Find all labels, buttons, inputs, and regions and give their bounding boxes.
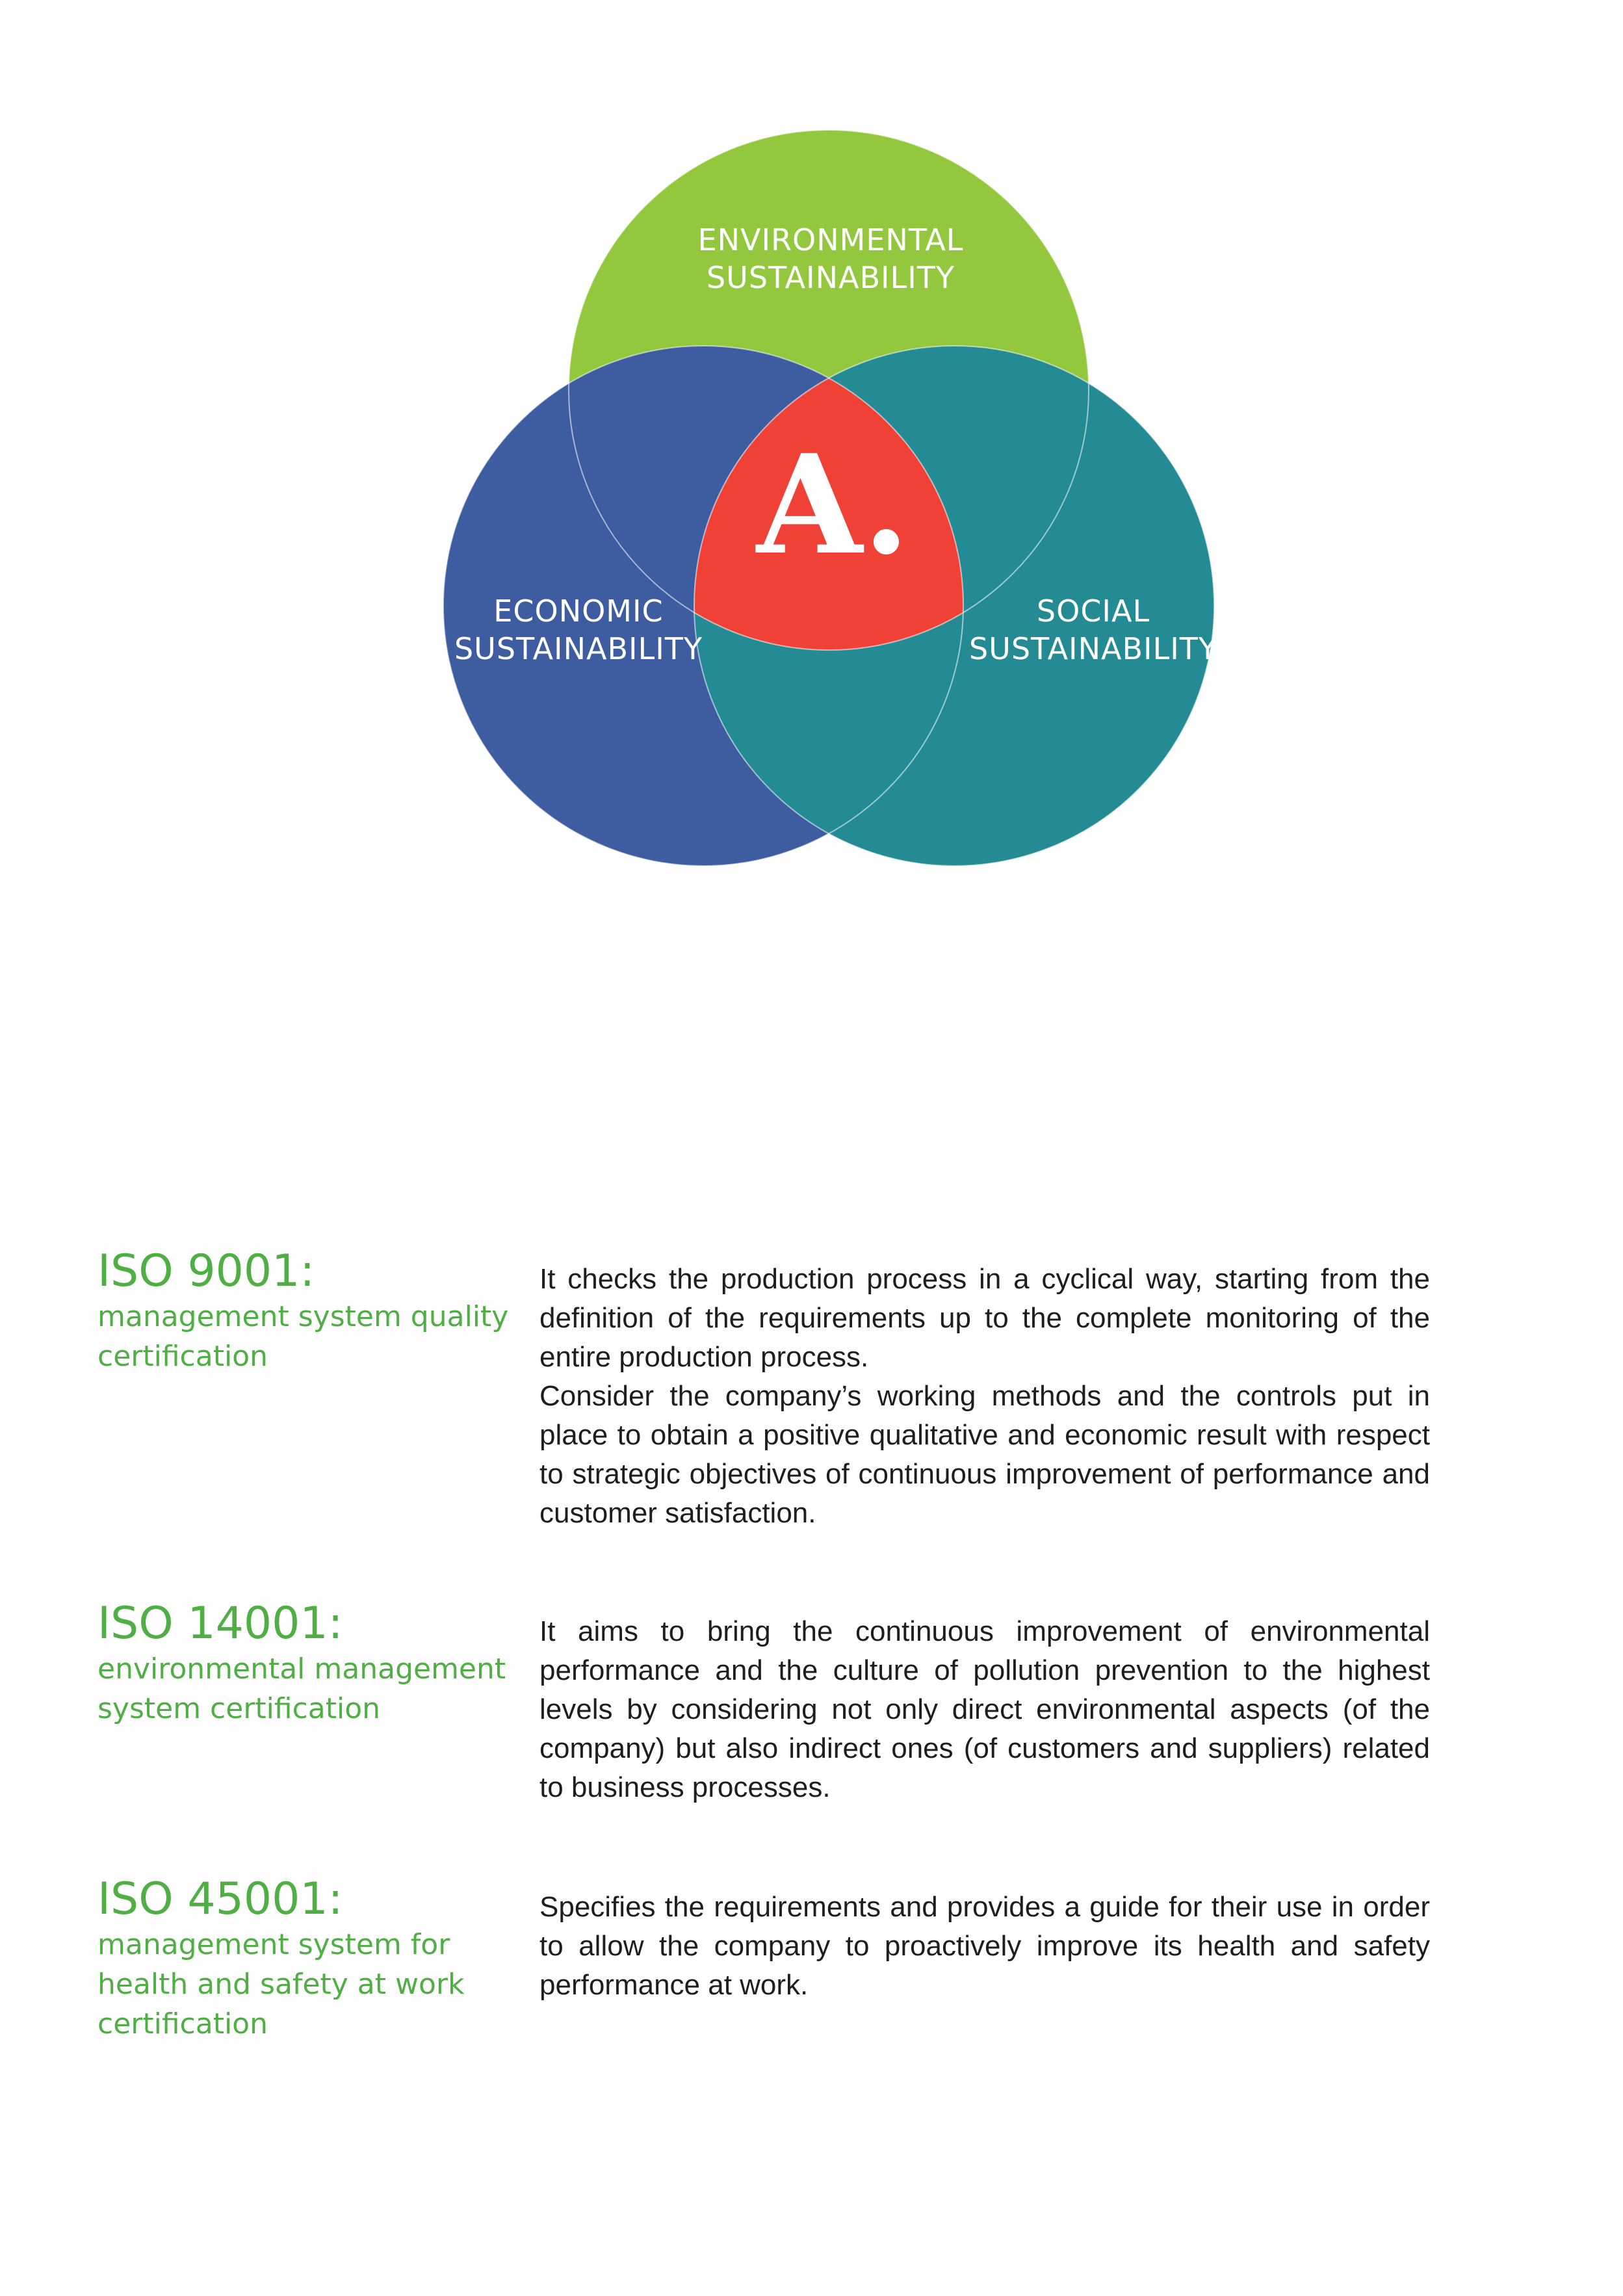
economic-label-line1: ECONOMIC	[493, 594, 664, 629]
environmental-label-line2: SUSTAINABILITY	[706, 260, 955, 295]
iso-45001-subtitle: management system for health and safety at work certification	[97, 1928, 465, 2041]
iso-9001-description	[539, 1260, 1430, 1533]
iso-14001-subtitle: environmental management system certification	[97, 1652, 506, 1726]
iso-14001-heading	[97, 1600, 513, 1729]
iso-45001-title: ISO 45001:	[97, 1873, 343, 1925]
iso-45001-heading	[97, 1873, 513, 2044]
iso-14001-description	[539, 1612, 1430, 1807]
sustainability-venn-diagram	[0, 0, 1623, 910]
social-label-line1: SOCIAL	[1036, 594, 1150, 629]
iso-14001-title: ISO 14001:	[97, 1598, 343, 1649]
iso-9001-title: ISO 9001:	[97, 1246, 315, 1297]
iso-9001-paragraph-2: Consider the company’s working methods and the controls put in place to obtain a positive qualitative and economic result with respect to strategic objectives of continuous improvement of performance and customer satisfaction.	[539, 1380, 1430, 1529]
iso-9001-subtitle: management system quality certification	[97, 1300, 509, 1374]
environmental-label-line1: ENVIRONMENTAL	[697, 222, 964, 257]
social-label-line2: SUSTAINABILITY	[968, 631, 1218, 666]
economic-label-line2: SUSTAINABILITY	[454, 631, 703, 666]
iso-9001-heading	[97, 1248, 513, 1376]
iso-45001-description	[539, 1888, 1430, 2005]
iso-14001-paragraph-1: It aims to bring the continuous improvement of environmental performance and the culture of pollution prevention to the highest levels by considering not only direct environmental aspects (of the company) but also indirect ones (of customers and suppliers) related to business processes.	[539, 1615, 1430, 1803]
iso-9001-paragraph-1: It checks the production process in a cyclical way, starting from the definition of the requirements up to the complete monitoring of the entire production process.	[539, 1263, 1430, 1373]
company-logo: A.	[756, 424, 911, 585]
iso-45001-paragraph-1: Specifies the requirements and provides a guide for their use in order to allow the company to proactively improve its health and safety performance at work.	[539, 1891, 1430, 2001]
